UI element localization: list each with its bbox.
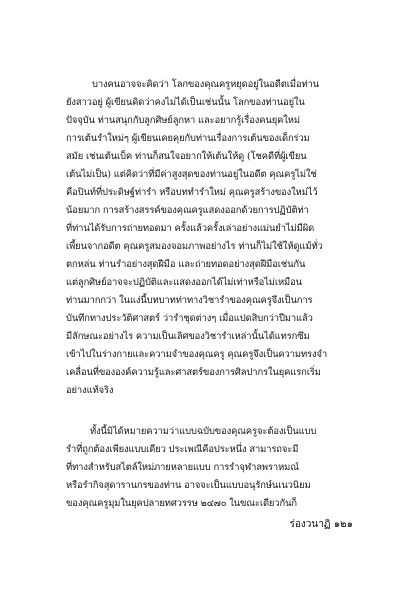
text-line: บันทึกทางประวัติศาสตร์ ว่ารำชุดต่างๆ เมื่อแปดสิบกว่าปีมาแล้ว — [66, 313, 313, 324]
text-line: ของคุณครูมุมในยุคปลายทศวรรษ ๒๔๗๐ ในขณะเดียวกันก็ — [66, 498, 297, 509]
page-footer: ร่องวนาฏิ ๑๒๑ — [289, 519, 353, 530]
text-line: อย่างแท้จริง — [66, 385, 114, 396]
text-line: รำที่ถูกต้องเพียงแบบเดียว ประเพณีคือประหนึ่ง สามารถจะมี — [66, 444, 299, 455]
text-line: ตกหล่น ท่านรำอย่างสุดฝีมือ และถ่ายทอดอย่างสุดฝีมือเช่นกัน — [66, 259, 306, 270]
text-line: เพี้ยนจากอดีต คุณครูสมองจอมภาพอย่างไร ท่านก็ไม่ใช้ให้ดูแม้ทั่ว — [66, 241, 323, 252]
text-line: ที่ท่านได้รับการถ่ายทอดมา ครั้งแล้วครั้งเล่าอย่างแม่นยำไม่มีผิด — [66, 223, 315, 234]
text-line: ท่านมากกว่า ในแง่นี้บทบาทท่าทางวิชารำของคุณครูจึงเป็นการ — [66, 295, 313, 306]
body-text — [66, 76, 352, 513]
text-line: ปัจจุบัน ท่านสนุกกับลูกศิษย์ลูกหา และอยากรู้เรื่องคนยุคใหม่ — [66, 115, 300, 126]
text-line: ที่ทางสำหรับสไตล์ใหม่ภายหลายแบบ การรำจุฬาลพราหมณ์ — [66, 462, 299, 473]
text-line: เคลื่อนที่ขององค์ความรู้และศาสตร์ของการศิลปากรในยุคแรกเริ่ม — [66, 367, 321, 378]
text-line: เต้นไม่เป็น) แต่คิดว่าที่มีค่าสูงสุดของท่านอยู่ในอดีต คุณครูไม่ใช่ — [66, 169, 317, 180]
text-line: สมัย เช่นเต้นเบ็ค ท่านก็สนใจอยากให้เต้นให้ดู (โชคดีที่ผู้เขียน — [66, 151, 307, 162]
text-line: มีลักษณะอย่างไร ความเป็นเลิศของวิชารำเหล่านั้นได้แทรกซึม — [66, 331, 310, 342]
paragraph-2 — [66, 423, 352, 513]
text-line: การเต้นรำใหม่ๆ ผู้เขียนเคยคุยกับท่านเรื่องการเต้นของเด็กร่วม — [66, 133, 310, 144]
text-line: ทั้งนี้มิได้หมายความว่าแบบฉบับของคุณครูจะต้องเป็นแบบ — [90, 426, 317, 437]
text-line: บางคนอาจจะคิดว่า โลกของคุณครูหยุดอยู่ในอดีตเมื่อท่าน — [92, 79, 320, 90]
paragraph-1 — [66, 76, 352, 400]
text-line: แต่ลูกศิษย์อาจจะปฏิบัติและแสดงออกได้ไม่เท่าหรือไม่เหมือน — [66, 277, 302, 288]
text-line: คือปินท์ที่ประดิษฐ์ท่ารำ หรือบททำรำใหม่ คุณครูสร้างของใหม่ไว้ — [66, 187, 318, 198]
text-line: น้อยมาก การสร้างสรรค์ของคุณครูแสดงออกด้วยการปฏิบัติท่า — [66, 205, 309, 216]
text-line: หรือรำกิจสุดารานกรของท่าน อาจจะเป็นแบบอนุรักษ์นเนวนิยม — [66, 480, 311, 491]
text-line: ยังสาวอยู่ ผู้เขียนคิดว่าคงไม่ได้เป็นเช่นนั้น โลกของท่านอยู่ใน — [66, 97, 305, 108]
text-line: เข้าไปในร่างกายและความจำของคุณครู คุณครูจึงเป็นความทรงจำ — [66, 349, 328, 360]
